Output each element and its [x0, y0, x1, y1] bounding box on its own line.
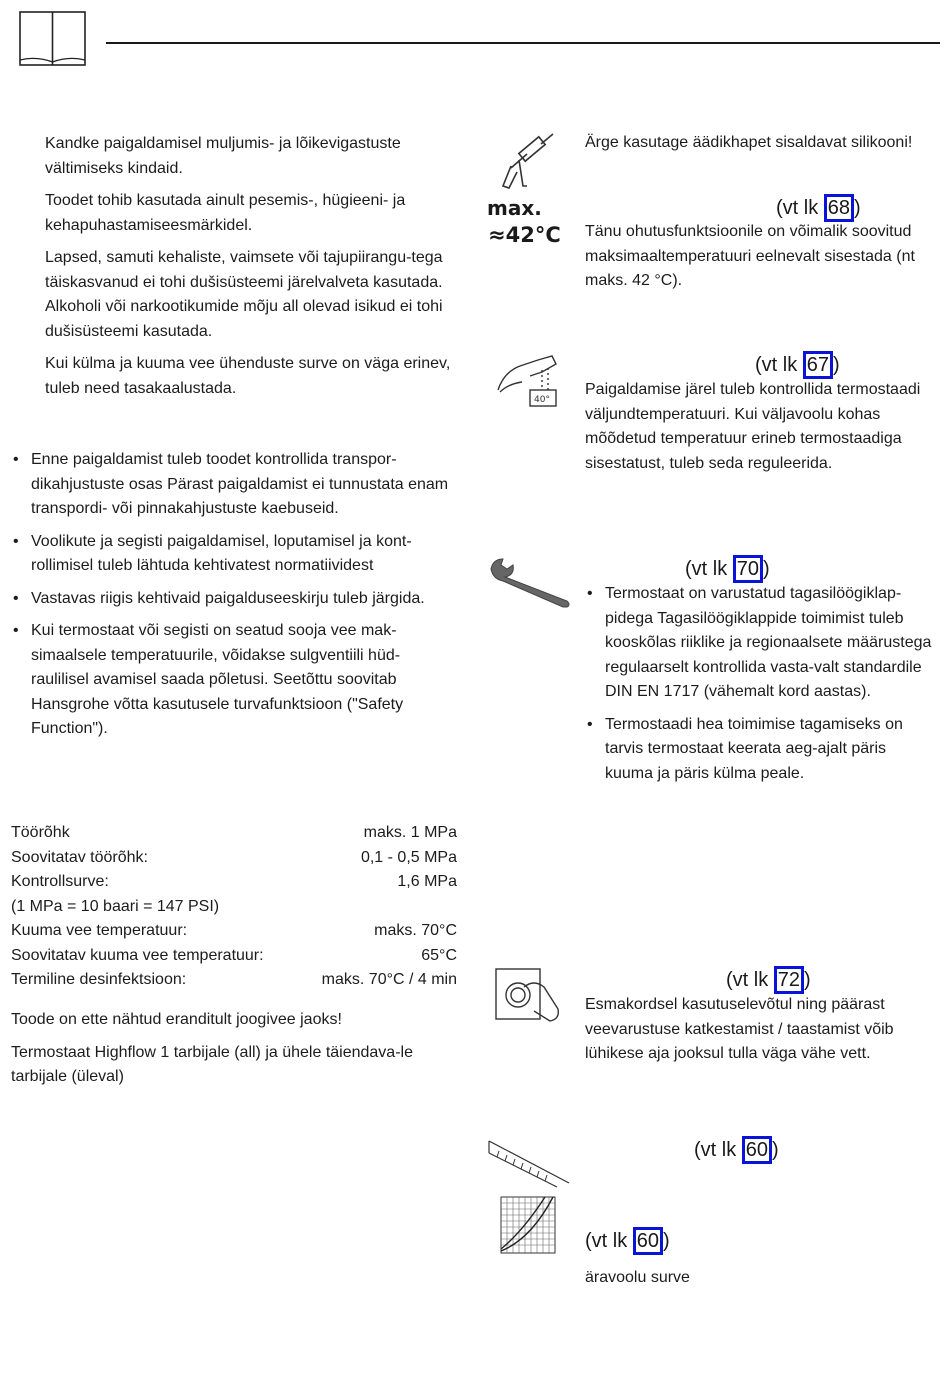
wrench-icon [487, 555, 572, 610]
thermometer-shower-icon [494, 350, 564, 410]
list-item: • Termostaat on varustatud tagasilöögiklap-pidega Tagasilöögiklappide toimimist tuleb kooskõlas riiklike ja regionaalsete määrustega regulaarselt kontrollida vasta-valt standardile DIN EN 1717 (vähemalt kord aastas). [585, 582, 937, 705]
page-link-70[interactable]: 70 [733, 555, 763, 583]
list-item: • Enne paigaldamist tuleb toodet kontrollida transpor-dikahjustuste osas Pärast paigaldamist ei tunnustata enam transpordi- või pinnakahjustuste kaebuseid. [11, 448, 457, 522]
maintenance-notes [585, 582, 937, 794]
safety-paragraph: Lapsed, samuti kehaliste, vaimsete või tajupiirangu-tega täiskasvanud ei tohi dušisüsteemi järelvalveta kasutada. Alkoholi või narkootikumide mõju all olevad isikud ei tohi dušisüsteemi kasutada. [45, 249, 443, 340]
first-use-page-ref: (vt lk 72 ) [726, 966, 811, 994]
header-rule [106, 42, 940, 44]
spec-row: Töörõhk maks. 1 MPa [11, 824, 457, 841]
safety-paragraph: Kandke paigaldamisel muljumis- ja lõikevigastuste vältimiseks kindaid. [45, 135, 401, 177]
installation-notes [11, 448, 457, 750]
thermostat-handle-icon [494, 965, 562, 1025]
adjust-page-ref: (vt lk 67 ) [755, 351, 840, 379]
diagram-page-ref: (vt lk 60 ) [694, 1136, 779, 1164]
silicone-gun-icon [497, 130, 559, 192]
safety-paragraph: Toodet tohib kasutada ainult pesemis-, hügieeni- ja kehapuhastamiseesmärkidel. [45, 192, 406, 234]
page-link-67[interactable]: 67 [803, 351, 833, 379]
first-use-text: Esmakordsel kasutuselevõtul ning päärast veevarustuse katkestamist / taastamist võib lühikese aja jooksul tulla väga vähe vett. [585, 996, 894, 1062]
note-paragraph: Termostaat Highflow 1 tarbijale (all) ja ühele täiendava-le tarbijale (üleval) [11, 1043, 413, 1085]
spec-row: Soovitatav kuuma vee temperatuur: 65°C [11, 946, 457, 964]
note-paragraph: Toode on ette nähtud eranditult joogivee jaoks! [11, 1011, 342, 1028]
safety-page-ref: (vt lk 68 ) [776, 194, 861, 222]
spec-row: Termiline desinfektsioon: maks. 70°C / 4 min [11, 971, 457, 988]
list-item: • Termostaadi hea toimimise tagamiseks on tarvis termostaat keerata aeg-ajalt päris kuuma ja päris külma peale. [585, 713, 937, 787]
safety-paragraph: Kui külma ja kuuma vee ühenduste surve on väga erinev, tuleb need tasakaalustada. [45, 355, 451, 397]
drain-pressure-label: äravoolu surve [585, 1269, 690, 1286]
spec-row: (1 MPa = 10 baari = 147 PSI) [11, 897, 220, 915]
safety-function-text: Tänu ohutusfunktsioonile on võimalik soovitud maksimaaltemperatuuri eelnevalt sisestada (nt maks. 42 °C). [585, 223, 915, 289]
list-item: • Vastavas riigis kehtivaid paigalduseeskirju tuleb järgida. [11, 587, 457, 612]
dimension-drawing-icon [487, 1135, 571, 1257]
max-label: max. [487, 196, 542, 220]
manual-book-icon [18, 10, 88, 68]
page-link-68[interactable]: 68 [824, 194, 854, 222]
flow-page-ref: (vt lk 60 ) [585, 1227, 670, 1255]
spec-row: Kuuma vee temperatuur: maks. 70°C [11, 922, 457, 939]
list-item: • Voolikute ja segisti paigaldamisel, loputamisel ja kont-rollimisel tuleb lähtuda kehtivatest normatiividest [11, 530, 457, 579]
maintenance-page-ref: (vt lk 70 ) [685, 555, 770, 583]
page-link-72[interactable]: 72 [774, 966, 804, 994]
usage-notes [11, 1008, 457, 1098]
technical-specs [11, 821, 457, 993]
page-link-60-flow[interactable]: 60 [633, 1227, 663, 1255]
page-link-60[interactable]: 60 [742, 1136, 772, 1164]
max-temperature: ≈42°C [488, 223, 561, 247]
safety-notes [45, 132, 455, 409]
list-item: • Kui termostaat või segisti on seatud sooja vee mak-simaalsele temperatuurile, võidakse sulgventiili hüd-raulilisel avamisel saada põletusi. Seetõttu soovitab Hansgrohe võtta kasutusele turvafunktsioon ("Safety Function"). [11, 619, 457, 742]
spec-row: Soovitatav töörõhk: 0,1 - 0,5 MPa [11, 848, 457, 866]
svg-text:40°: 40° [534, 395, 550, 405]
silicone-warning: Ärge kasutage äädikhapet sisaldavat silikooni! [585, 134, 913, 151]
spec-row: Kontrollsurve: 1,6 MPa [11, 873, 457, 890]
adjustment-text: Paigaldamise järel tuleb kontrollida termostaadi väljundtemperatuuri. Kui väljavoolu kohas mõõdetud temperatuur erineb termostaadiga sisestatust, tuleb seda reguleerida. [585, 381, 921, 472]
